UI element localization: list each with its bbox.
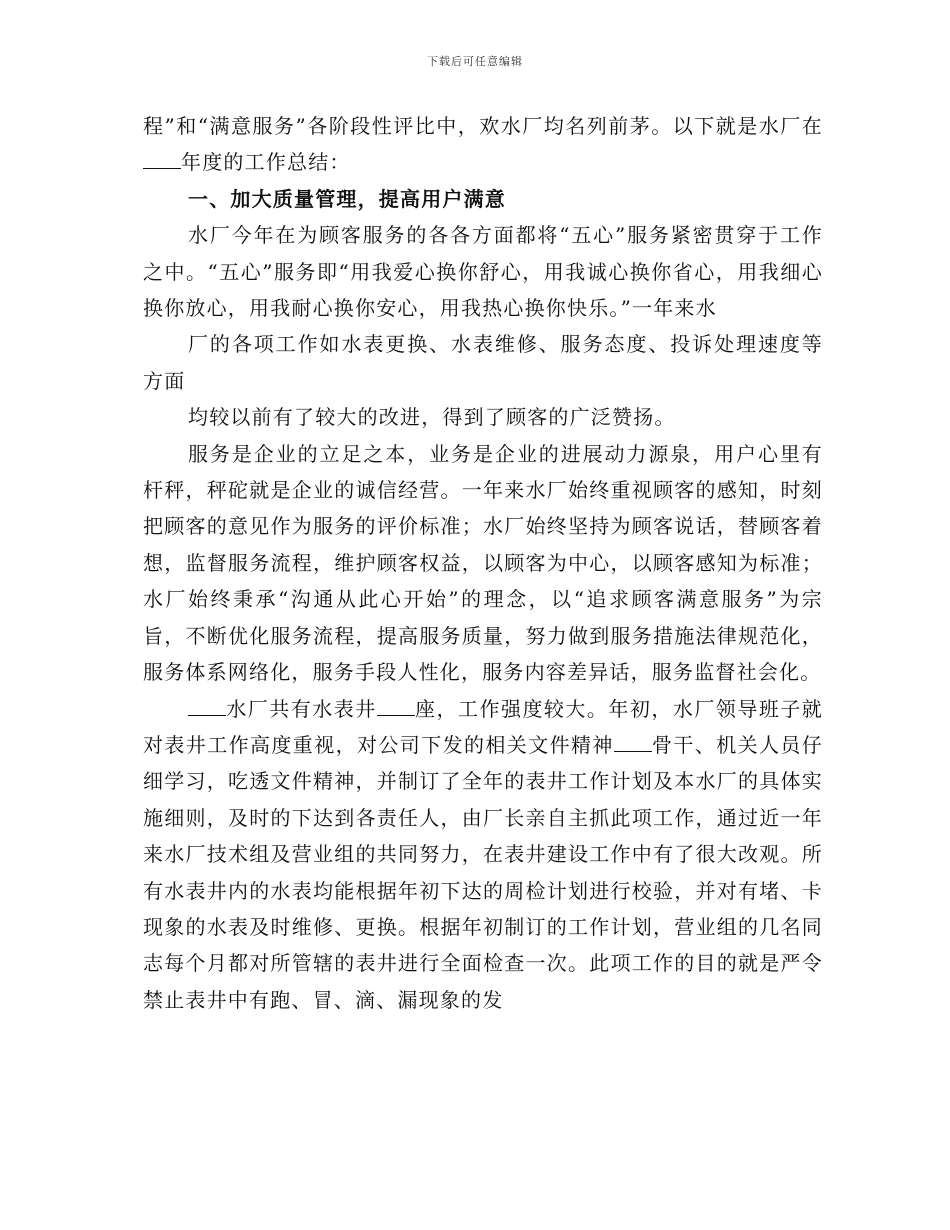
blank-line <box>614 733 652 752</box>
paragraph-2: 水厂今年在为顾客服务的各各方面都将“五心”服务紧密贯穿于工作之中。“五心”服务即“用我爱心换你舒心，用我诚心换你省心，用我细心换你放心，用我耐心换你安心，用我热心换你快乐。”一年来水 <box>143 223 823 321</box>
paragraph-6-text-c: 骨干、机关人员仔细学习，吃透文件精神，并制订了全年的表井工作计划及本水厂的具体实施细则，及时的下达到各责任人，由厂长亲自主抓此项工作，通过近一年来水厂技术组及营业组的共同努力，在表井建设工作中有了很大改观。所有水表井内的水表均能根据年初下达的周检计划进行校验，并对有堵、卡现象的水表及时维修、更换。根据年初制订的工作计划，营业组的几名同志每个月都对所管辖的表井进行全面检查一次。此项工作的目的就是严令禁止表井中有跑、冒、滴、漏现象的发 <box>143 732 823 1012</box>
paragraph-6-text-b: 座，工作强度较大。年初，水厂领导班子就对表井工作高度重视，对公司下发的相关文件精神 <box>143 696 823 757</box>
blank-line <box>143 150 181 169</box>
paragraph-3: 厂的各项工作如水表更换、水表维修、服务态度、投诉处理速度等方面 <box>143 332 823 393</box>
document-body <box>143 108 823 1018</box>
paragraph-6 <box>143 691 823 1019</box>
paragraph-5: 服务是企业的立足之本，业务是企业的进展动力源泉，用户心里有杆秤，秤砣就是企业的诚信经营。一年来水厂始终重视顾客的感知，时刻把顾客的意见作为服务的评价标准；水厂始终坚持为顾客说话，替顾客着想，监督服务流程，维护顾客权益，以顾客为中心，以顾客感知为标准；水厂始终秉承“沟通从此心开始”的理念，以“追求顾客满意服务”为宗旨，不断优化服务流程，提高服务质量，努力做到服务措施法律规范化，服务体系网络化，服务手段人性化，服务内容差异话，服务监督社会化。 <box>143 441 823 685</box>
blank-line <box>188 697 226 716</box>
section-heading-1: 一、加大质量管理，提高用户满意 <box>188 186 506 211</box>
blank-line <box>377 697 415 716</box>
page-header-note: 下载后可任意编辑 <box>427 55 523 68</box>
paragraph-1 <box>143 108 823 181</box>
paragraph-1-text-a: 程”和“满意服务”各阶段性评比中，欢水厂均名列前茅。以下就是水厂在 <box>143 114 823 138</box>
paragraph-6-text-a: 水厂共有水表井 <box>226 696 377 721</box>
paragraph-4: 均较以前有了较大的改进，得到了顾客的广泛赞扬。 <box>188 405 676 430</box>
paragraph-1-text-b: 年度的工作总结： <box>181 150 351 175</box>
